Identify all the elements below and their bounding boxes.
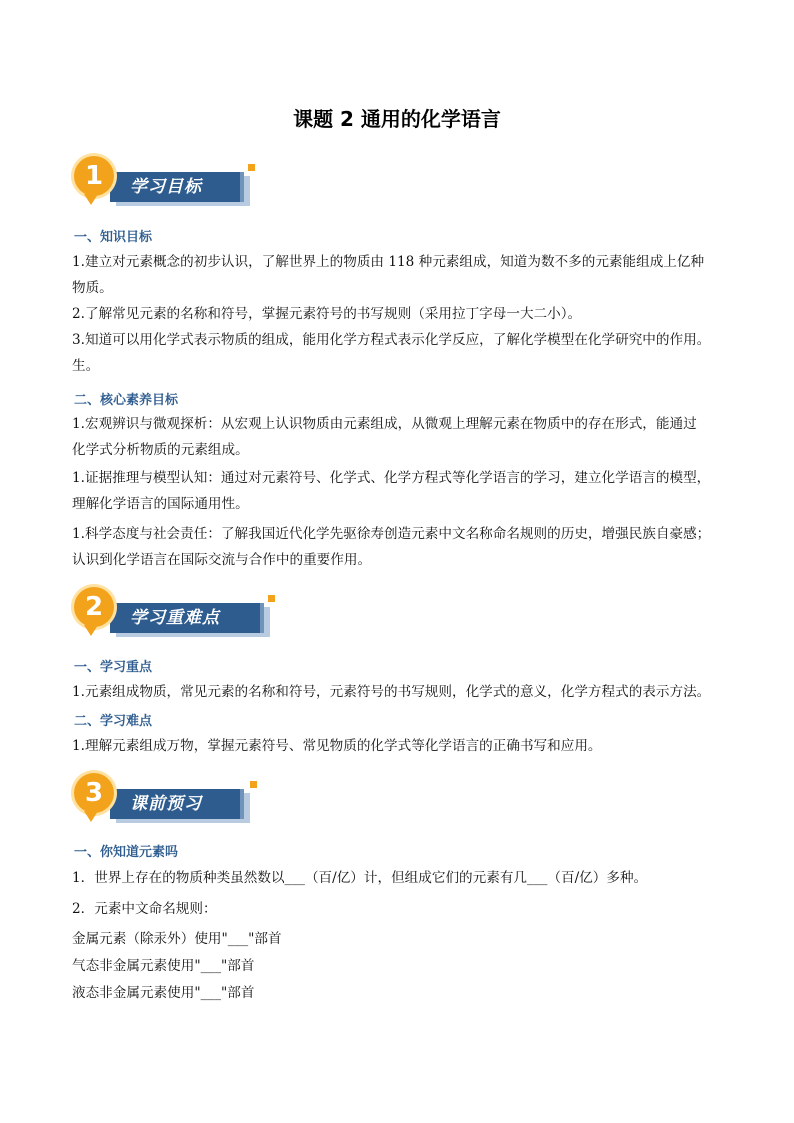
banner-band xyxy=(110,172,244,202)
banner-heading: 学习重难点 xyxy=(130,608,220,628)
section-banner-2 xyxy=(74,587,274,639)
number-badge-icon: 1 xyxy=(74,156,114,196)
subheading: 一、知识目标 xyxy=(74,230,153,245)
section-banner-1 xyxy=(74,156,274,208)
text-line: 认识到化学语言在国际交流与合作中的重要作用。 xyxy=(72,552,372,568)
text-line: 1.元素组成物质，常见元素的名称和符号，元素符号的书写规则，化学式的意义，化学方程式的表示方法。 xyxy=(72,684,711,700)
section-banner-3 xyxy=(74,773,274,825)
text-line: 3.知道可以用化学式表示物质的组成，能用化学方程式表示化学反应，了解化学模型在化学研究中的作用。 xyxy=(72,332,711,348)
text-line: 物质。 xyxy=(72,280,113,296)
text-line: 化学式分析物质的元素组成。 xyxy=(72,442,249,458)
text-line: 1.宏观辨识与微观探析：从宏观上认识物质由元素组成，从微观上理解元素在物质中的存在形式，能通过 xyxy=(72,416,697,432)
text-line: 2．元素中文命名规则： xyxy=(72,901,217,917)
text-line: 气态非金属元素使用"___"部首 xyxy=(72,958,255,974)
number-badge-icon: 3 xyxy=(74,773,114,813)
text-line: 2.了解常见元素的名称和符号，掌握元素符号的书写规则（采用拉丁字母一大二小）。 xyxy=(72,306,582,322)
text-line: 理解化学语言的国际通用性。 xyxy=(72,496,249,512)
corner-square-icon xyxy=(268,595,275,602)
subheading: 二、核心素养目标 xyxy=(74,393,179,408)
text-line: 液态非金属元素使用"___"部首 xyxy=(72,985,255,1001)
number-badge-icon: 2 xyxy=(74,587,114,627)
banner-band xyxy=(110,789,244,819)
text-line: 1.科学态度与社会责任：了解我国近代化学先驱徐寿创造元素中文名称命名规则的历史，增强民族自豪感； xyxy=(72,526,711,542)
corner-square-icon xyxy=(250,781,257,788)
text-line: 金属元素（除汞外）使用"___"部首 xyxy=(72,931,282,947)
text-line: 1.证据推理与模型认知：通过对元素符号、化学式、化学方程式等化学语言的学习，建立化学语言的模型， xyxy=(72,470,711,486)
banner-heading: 学习目标 xyxy=(130,177,202,197)
corner-square-icon xyxy=(248,164,255,171)
text-line: 1．世界上存在的物质种类虽然数以___（百/亿）计，但组成它们的元素有几___（百/亿）多种。 xyxy=(72,870,648,886)
page-title: 课题 2 通用的化学语言 xyxy=(293,107,501,131)
banner-heading: 课前预习 xyxy=(130,794,202,814)
text-line: 1.理解元素组成万物，掌握元素符号、常见物质的化学式等化学语言的正确书写和应用。 xyxy=(72,738,602,754)
text-line: 1.建立对元素概念的初步认识，了解世界上的物质由 118 种元素组成，知道为数不多的元素能组成上亿种 xyxy=(72,254,705,270)
banner-band xyxy=(110,603,264,633)
text-line: 生。 xyxy=(72,358,100,374)
subheading: 一、学习重点 xyxy=(74,660,153,675)
subheading: 二、学习难点 xyxy=(74,714,153,729)
subheading: 一、你知道元素吗 xyxy=(74,845,179,860)
